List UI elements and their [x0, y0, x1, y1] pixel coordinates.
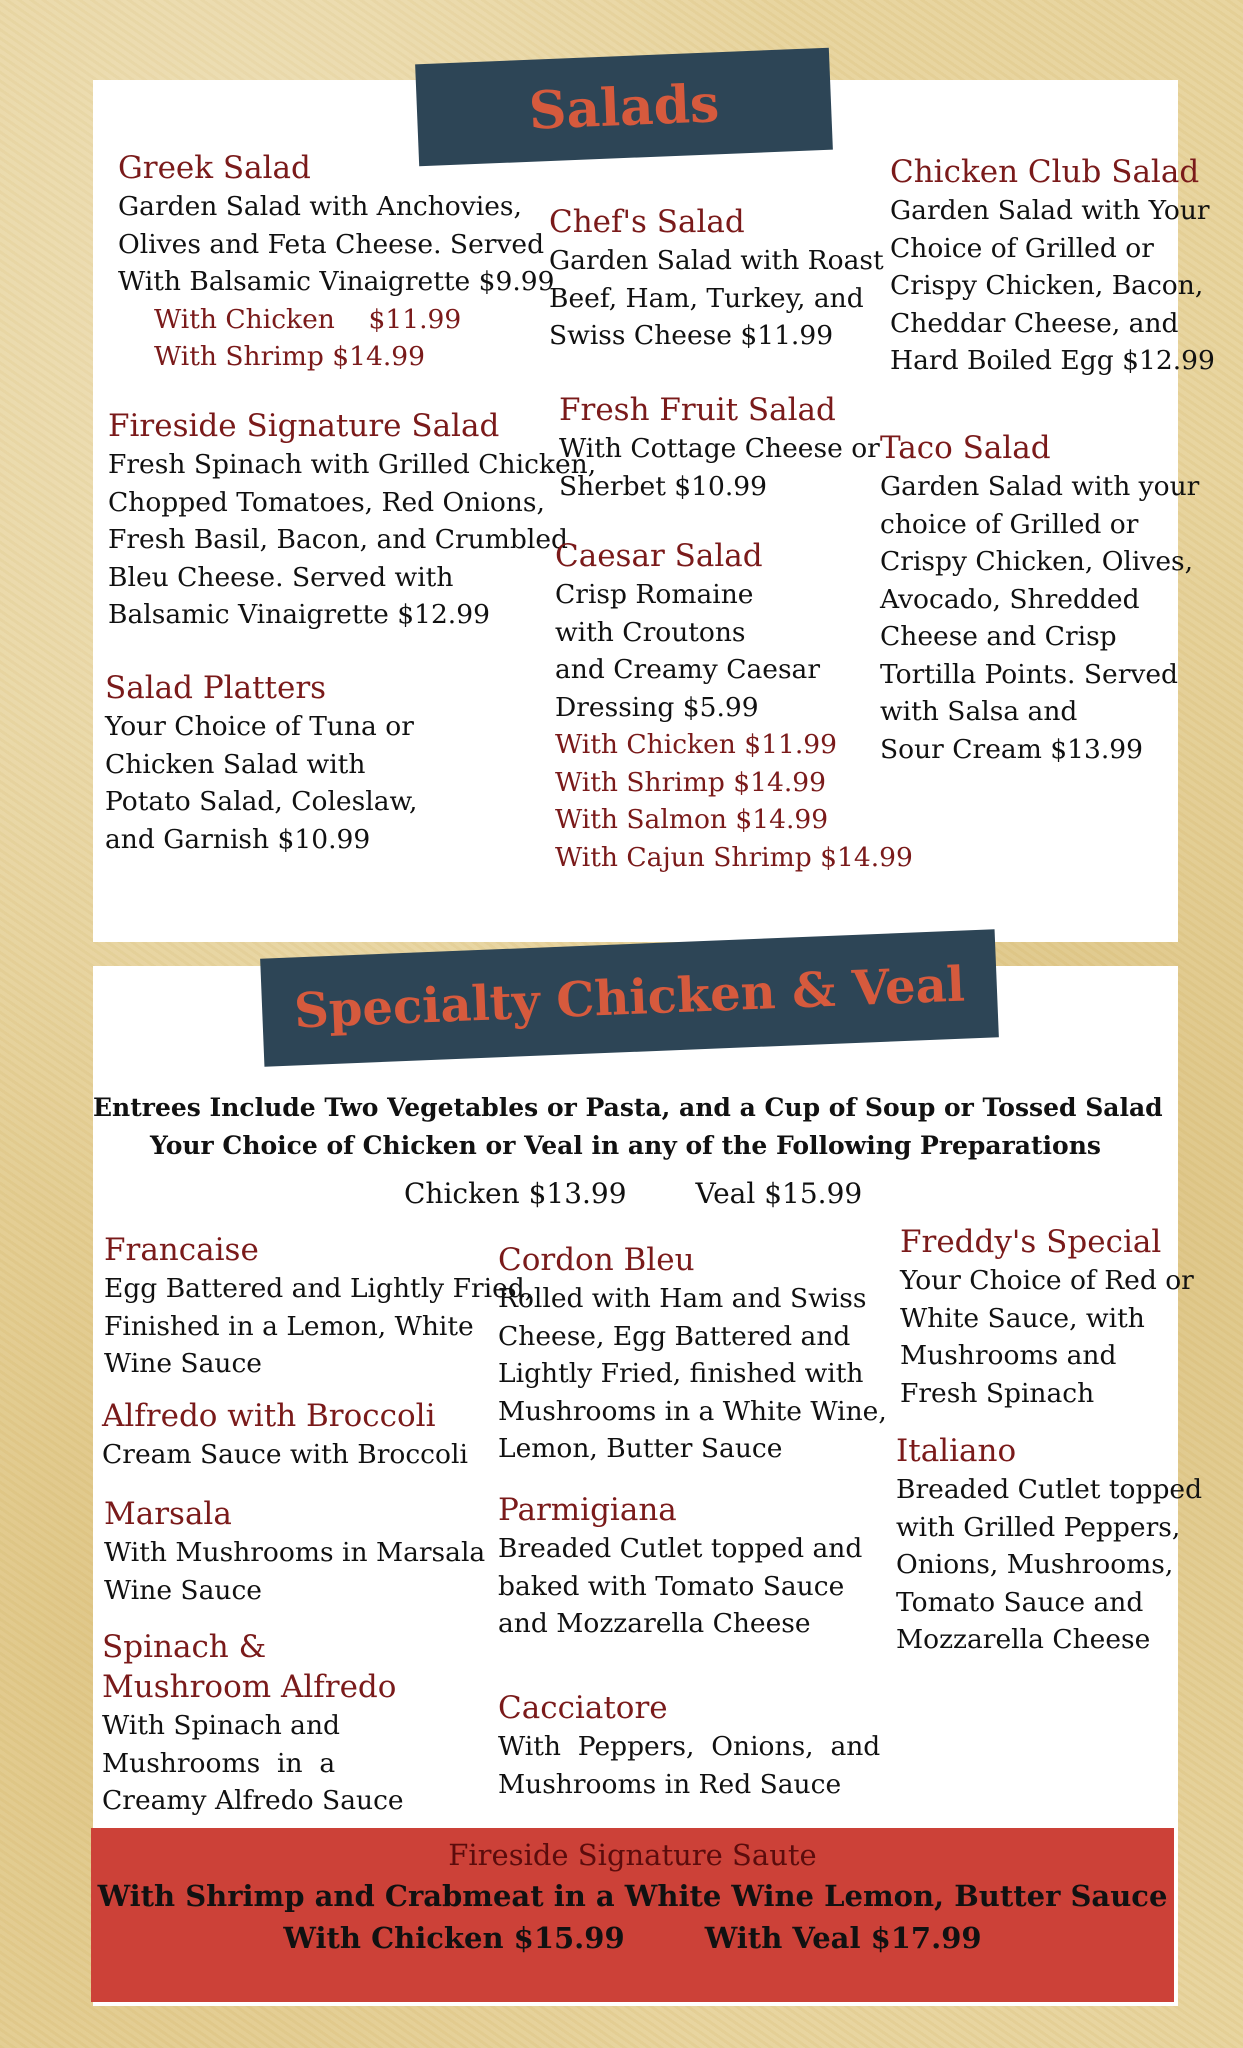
menu-item-salad-platters [105, 668, 417, 858]
entree-prices [404, 1174, 862, 1214]
item-title-line-2: Mushroom Alfredo [102, 1669, 397, 1705]
entrees-intro-line-2: Your Choice of Chicken or Veal in any of the Following Preparations [150, 1131, 1101, 1160]
item-title: Fireside Signature Salad [108, 408, 500, 444]
item-title: Cordon Bleu [498, 1242, 695, 1278]
item-title: Taco Salad [880, 430, 1051, 466]
item-description: Fresh Spinach with Grilled Chicken, Chopped Tomatoes, Red Onions, Fresh Basil, Bacon, and Crumbled Bleu Cheese. Served with Balsamic Vinaigrette $12.99 [108, 449, 597, 630]
specialty-heading: Specialty Chicken & Veal [293, 956, 966, 1040]
item-title: Freddy's Special [900, 1224, 1162, 1260]
item-description: Your Choice of Tuna or Chicken Salad with Potato Salad, Coleslaw, and Garnish $10.99 [105, 711, 418, 855]
item-title: Chef's Salad [549, 204, 745, 240]
item-title: Francaise [104, 1232, 259, 1268]
item-description: Breaded Cutlet topped and baked with Tomato Sauce and Mozzarella Cheese [498, 1533, 863, 1639]
item-description: With Mushrooms in Marsala Wine Sauce [104, 1537, 486, 1606]
item-description: Crisp Romaine with Croutons and Creamy Caesar Dressing $5.99 [555, 579, 821, 723]
saute-price-chicken: With Chicken $15.99 [283, 1921, 625, 1955]
item-addons: With Chicken $11.99 With Shrimp $14.99 [154, 303, 462, 372]
item-description: Cream Sauce with Broccoli [102, 1439, 468, 1470]
menu-item-caesar-salad [555, 536, 913, 876]
item-description: Breaded Cutlet topped with Grilled Peppers, Onions, Mushrooms, Tomato Sauce and Mozzarella Cheese [896, 1474, 1203, 1655]
item-description: With Spinach and Mushrooms in a Creamy Alfredo Sauce [102, 1710, 404, 1816]
menu-item-fresh-fruit-salad [559, 390, 880, 505]
item-description: Rolled with Ham and Swiss Cheese, Egg Battered and Lightly Fried, finished with Mushrooms in a White Wine, Lemon, Butter Sauce [498, 1283, 887, 1464]
item-title-line-1: Spinach & [102, 1629, 267, 1665]
item-title: Salad Platters [105, 670, 327, 706]
saute-banner [91, 1828, 1174, 2002]
item-description: Egg Battered and Lightly Fried, Finished in a Lemon, White Wine Sauce [104, 1273, 534, 1379]
menu-item-fireside-signature-salad [108, 406, 596, 634]
menu-item-chefs-salad [549, 202, 884, 355]
menu-item-cordon-bleu [498, 1240, 887, 1468]
menu-item-alfredo-with-broccoli [102, 1396, 468, 1474]
item-title: Italiano [896, 1433, 1017, 1469]
item-description: With Peppers, Onions, and Mushrooms in Red Sauce [498, 1731, 881, 1800]
item-description: Garden Salad with your choice of Grilled or Crispy Chicken, Olives, Avocado, Shredded Cheese and Crisp Tortilla Points. Served with Salsa and Sour Cream $13.99 [880, 471, 1200, 765]
item-title: Parmigiana [498, 1492, 677, 1528]
menu-item-italiano [896, 1431, 1202, 1659]
menu-item-cacciatore [498, 1688, 880, 1803]
item-title: Cacciatore [498, 1690, 668, 1726]
menu-item-parmigiana [498, 1490, 862, 1643]
saute-price-veal: With Veal $17.99 [704, 1921, 982, 1955]
item-title: Greek Salad [118, 150, 311, 186]
item-title: Chicken Club Salad [890, 154, 1200, 190]
item-description: Garden Salad with Your Choice of Grilled or Crispy Chicken, Bacon, Cheddar Cheese, and Hard Boiled Egg $12.99 [890, 195, 1215, 376]
item-title: Alfredo with Broccoli [102, 1398, 436, 1434]
price-veal: Veal $15.99 [695, 1177, 863, 1210]
menu-item-taco-salad [880, 428, 1199, 768]
item-title: Caesar Salad [555, 538, 763, 574]
menu-item-francaise [104, 1230, 533, 1383]
saute-title: Fireside Signature Saute [448, 1838, 817, 1872]
salads-heading: Salads [527, 72, 721, 142]
saute-prices [91, 1918, 1174, 1958]
item-description: Garden Salad with Roast Beef, Ham, Turkey, and Swiss Cheese $11.99 [549, 245, 884, 351]
menu-item-freddys-special [900, 1222, 1194, 1412]
item-description: Your Choice of Red or White Sauce, with Mushrooms and Fresh Spinach [900, 1265, 1194, 1409]
menu-item-greek-salad [118, 148, 554, 376]
entrees-intro-line-1: Entrees Include Two Vegetables or Pasta, and a Cup of Soup or Tossed Salad [93, 1093, 1163, 1122]
item-addons: With Chicken $11.99 With Shrimp $14.99 With Salmon $14.99 With Cajun Shrimp $14.99 [555, 729, 913, 873]
menu-item-marsala [104, 1494, 485, 1609]
item-description: With Cottage Cheese or Sherbet $10.99 [559, 433, 880, 502]
menu-item-chicken-club-salad [890, 152, 1215, 380]
item-title: Fresh Fruit Salad [559, 392, 836, 428]
item-description: Garden Salad with Anchovies, Olives and Feta Cheese. Served With Balsamic Vinaigrette $9.99 [118, 191, 555, 297]
saute-description: With Shrimp and Crabmeat in a White Wine Lemon, Butter Sauce [97, 1879, 1168, 1913]
item-title: Marsala [104, 1496, 232, 1532]
price-chicken: Chicken $13.99 [404, 1177, 627, 1210]
menu-item-spinach-mushroom-alfredo [102, 1627, 404, 1820]
